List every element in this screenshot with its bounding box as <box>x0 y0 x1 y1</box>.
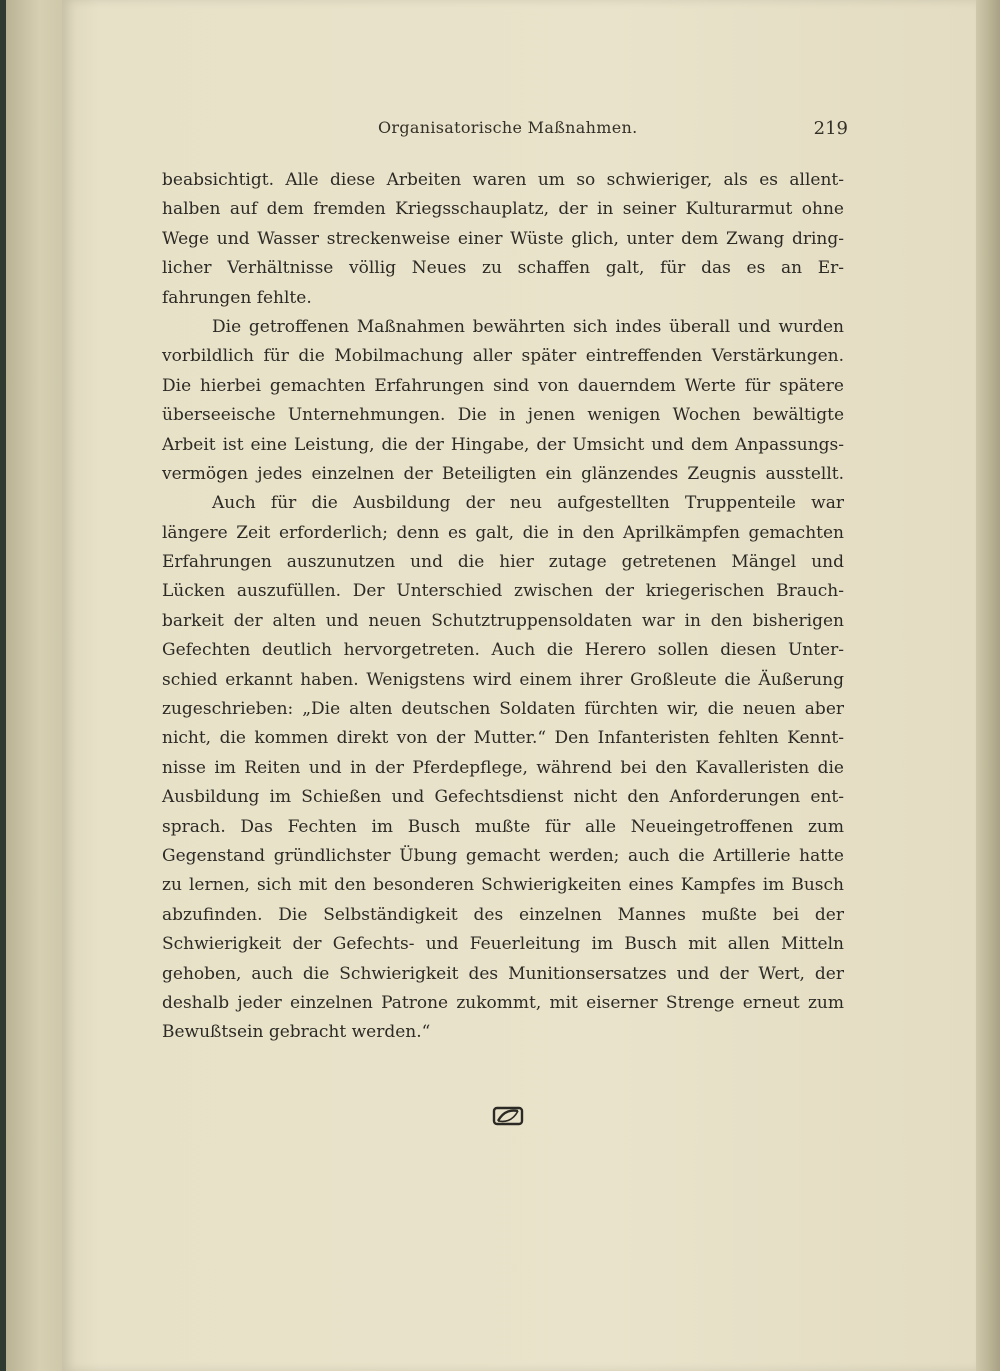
text-line: beabsichtigt. Alle diese Arbeiten waren um so schwieriger, als es allent- <box>162 170 844 190</box>
text-line: Bewußtsein gebracht werden.“ <box>162 1022 431 1043</box>
text-line: licher Verhältnisse völlig Neues zu schaffen galt, für das es an Er- <box>162 258 844 279</box>
page-stack-edge <box>976 0 1000 1371</box>
text-line: gehoben, auch die Schwierigkeit des Munitionsersatzes und der Wert, der <box>162 963 844 984</box>
previous-page-edge <box>6 0 63 1371</box>
page-number: 219 <box>813 118 848 139</box>
text-line: Lücken auszufüllen. Der Unterschied zwischen der kriegerischen Brauch- <box>162 581 844 602</box>
text-line: schied erkannt haben. Wenigstens wird einem ihrer Großleute die Äußerung <box>162 669 844 690</box>
text-line: längere Zeit erforderlich; denn es galt, die in den Aprilkämpfen gemachten <box>162 522 844 543</box>
text-line: nicht, die kommen direkt von der Mutter.“ Den Infanteristen fehlten Kennt- <box>162 728 844 749</box>
text-line: zu lernen, sich mit den besonderen Schwierigkeiten eines Kampfes im Busch <box>162 875 844 896</box>
text-line: Gegenstand gründlichster Übung gemacht werden; auch die Artillerie hatte <box>162 845 844 866</box>
text-line: zugeschrieben: „Die alten deutschen Soldaten fürchten wir, die neuen aber <box>162 699 844 720</box>
running-header <box>378 118 848 144</box>
text-line: halben auf dem fremden Kriegsschauplatz, der in seiner Kulturarmut ohne <box>162 199 844 220</box>
text-line: barkeit der alten und neuen Schutztruppensoldaten war in den bisherigen <box>162 610 844 631</box>
text-line: deshalb jeder einzelnen Patrone zukommt, mit eiserner Strenge erneut zum <box>162 992 844 1013</box>
text-line: nisse im Reiten und in der Pferdepflege, während bei den Kavalleristen die <box>162 757 844 778</box>
text-line: Gefechten deutlich hervorgetreten. Auch die Herero sollen diesen Unter- <box>162 640 844 661</box>
text-line: Auch für die Ausbildung der neu aufgestellten Truppenteile war <box>212 493 844 514</box>
text-line: vorbildlich für die Mobilmachung aller später eintreffenden Verstärkungen. <box>162 346 844 367</box>
text-line: abzufinden. Die Selbständigkeit des einzelnen Mannes mußte bei der <box>162 904 844 925</box>
running-title: Organisatorische Maßnahmen. <box>378 118 638 137</box>
text-line: Wege und Wasser streckenweise einer Wüste glich, unter dem Zwang dring- <box>162 228 844 249</box>
ornament-icon <box>492 1106 524 1126</box>
text-line: vermögen jedes einzelnen der Beteiligten ein glänzendes Zeugnis ausstellt. <box>162 463 844 484</box>
text-line: Arbeit ist eine Leistung, die der Hingabe, der Umsicht und dem Anpassungs- <box>162 434 844 455</box>
text-line: überseeische Unternehmungen. Die in jenen wenigen Wochen bewältigte <box>162 405 844 426</box>
text-line: Schwierigkeit der Gefechts- und Feuerleitung im Busch mit allen Mitteln <box>162 934 844 955</box>
text-line: fahrungen fehlte. <box>162 287 312 308</box>
text-line: Die getroffenen Maßnahmen bewährten sich indes überall und wurden <box>212 316 844 337</box>
text-line: Erfahrungen auszunutzen und die hier zutage getretenen Mängel und <box>162 552 844 573</box>
text-line: Ausbildung im Schießen und Gefechtsdienst nicht den Anforderungen ent- <box>162 787 844 808</box>
text-line: sprach. Das Fechten im Busch mußte für alle Neueingetroffenen zum <box>162 816 844 837</box>
body-text <box>162 166 844 1048</box>
text-line: Die hierbei gemachten Erfahrungen sind von dauerndem Werte für spätere <box>162 375 844 396</box>
